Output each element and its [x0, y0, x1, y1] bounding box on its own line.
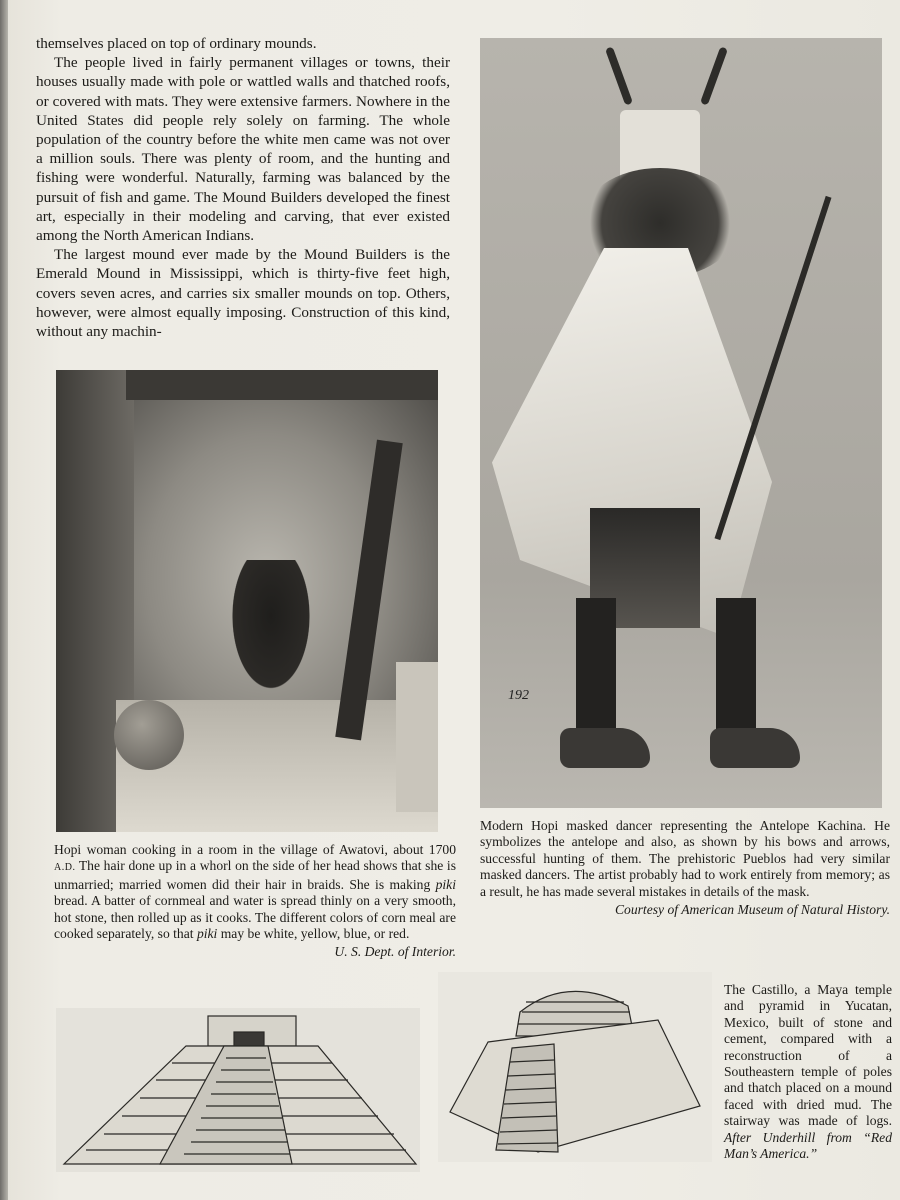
- kachina-horn-right: [700, 46, 728, 105]
- caption-hopi-text-4: may be white, yellow, blue, or red.: [217, 926, 410, 942]
- caption-castillo: [724, 982, 892, 1162]
- kachina-horn-left: [605, 46, 633, 105]
- drawing-castillo-pyramid: [56, 1008, 420, 1172]
- caption-kachina-credit: Courtesy of American Museum of Natural History.: [614, 902, 890, 918]
- caption-hopi-woman: [54, 842, 456, 961]
- caption-hopi-text-1: Hopi woman cooking in a room in the village of Awatovi, about 1700: [54, 842, 456, 857]
- kachina-leg-right: [716, 598, 756, 748]
- paragraph-1: themselves placed on top of ordinary mounds.: [36, 35, 317, 52]
- temple-mound-svg: [438, 972, 712, 1162]
- caption-hopi-piki-1: piki: [435, 876, 456, 892]
- photo-storage-jar: [396, 662, 438, 812]
- caption-kachina-text: Modern Hopi masked dancer representing the Antelope Kachina. He symbolizes the antelope and also, as shown by his bows and arrows, successful hunting of them. The prehistoric Pueblos had very similar masked dancers. The artist probably had to work entirely from memory; as a result, he has made several mistakes in details of the mask.: [480, 818, 890, 899]
- book-binding-shadow: [0, 0, 8, 1200]
- caption-hopi-piki-2: piki: [196, 926, 218, 942]
- caption-hopi-text-3: bread. A batter of cornmeal and water is spread thinly on a very smooth, hot stone, then rolled up as it cooks. The different colors of corn meal are cooked separately, so that: [54, 893, 456, 942]
- photo-ceiling-beam: [126, 370, 438, 400]
- caption-kachina: [480, 818, 890, 918]
- article-body-text: [36, 34, 450, 341]
- photo-antelope-kachina-dancer: [480, 38, 882, 808]
- photo-woman-figure: [226, 560, 316, 700]
- photo-ladder: [335, 440, 402, 741]
- paragraph-2: The people lived in fairly permanent villages or towns, their houses usually made with pole or wattled walls and thatched roofs, or covered with mats. They were extensive farmers. Nowhere in the United States did people rely solely on farming. The whole population of the country before the white men came was not over a million souls. There was plenty of room, and the hunting and fishing were wonderful. Naturally, farming was balanced by the pursuit of fish and game. The Mound Builders developed the finest art, especially in their modeling and carving, that ever existed among the North American Indians.: [36, 54, 450, 245]
- caption-castillo-text: The Castillo, a Maya temple and pyramid in Yucatan, Mexico, built of stone and cement, compared with a reconstruction of a Southeastern temple of poles and thatch placed on a mound faced with dried mud. The stairway was made of logs.: [724, 982, 892, 1129]
- kachina-leg-left: [576, 598, 616, 748]
- caption-hopi-credit: U. S. Dept. of Interior.: [334, 944, 456, 960]
- artist-signature: 192: [508, 688, 529, 703]
- caption-hopi-era: A.D.: [54, 862, 76, 874]
- castillo-pyramid-svg: [56, 1008, 420, 1172]
- book-page: [8, 0, 900, 1200]
- drawing-southeastern-temple-mound: [438, 972, 712, 1162]
- caption-castillo-credit: After Underhill from “Red Man’s America.”: [724, 1129, 892, 1162]
- photo-hopi-woman-cooking: [56, 370, 438, 832]
- photo-clay-pot: [114, 700, 184, 770]
- caption-hopi-text-2: The hair done up in a whorl on the side of her head shows that she is unmarried; married women did their hair in braids. She is making: [54, 858, 456, 892]
- kachina-boot-right: [710, 728, 800, 768]
- kachina-bow: [715, 196, 832, 540]
- kachina-boot-left: [560, 728, 650, 768]
- paragraph-3: The largest mound ever made by the Mound Builders is the Emerald Mound in Mississippi, which is thirty-five feet high, covers seven acres, and carries six smaller mounds on top. Others, however, were almost equally imposing. Construction of this kind, without any machin-: [36, 246, 450, 341]
